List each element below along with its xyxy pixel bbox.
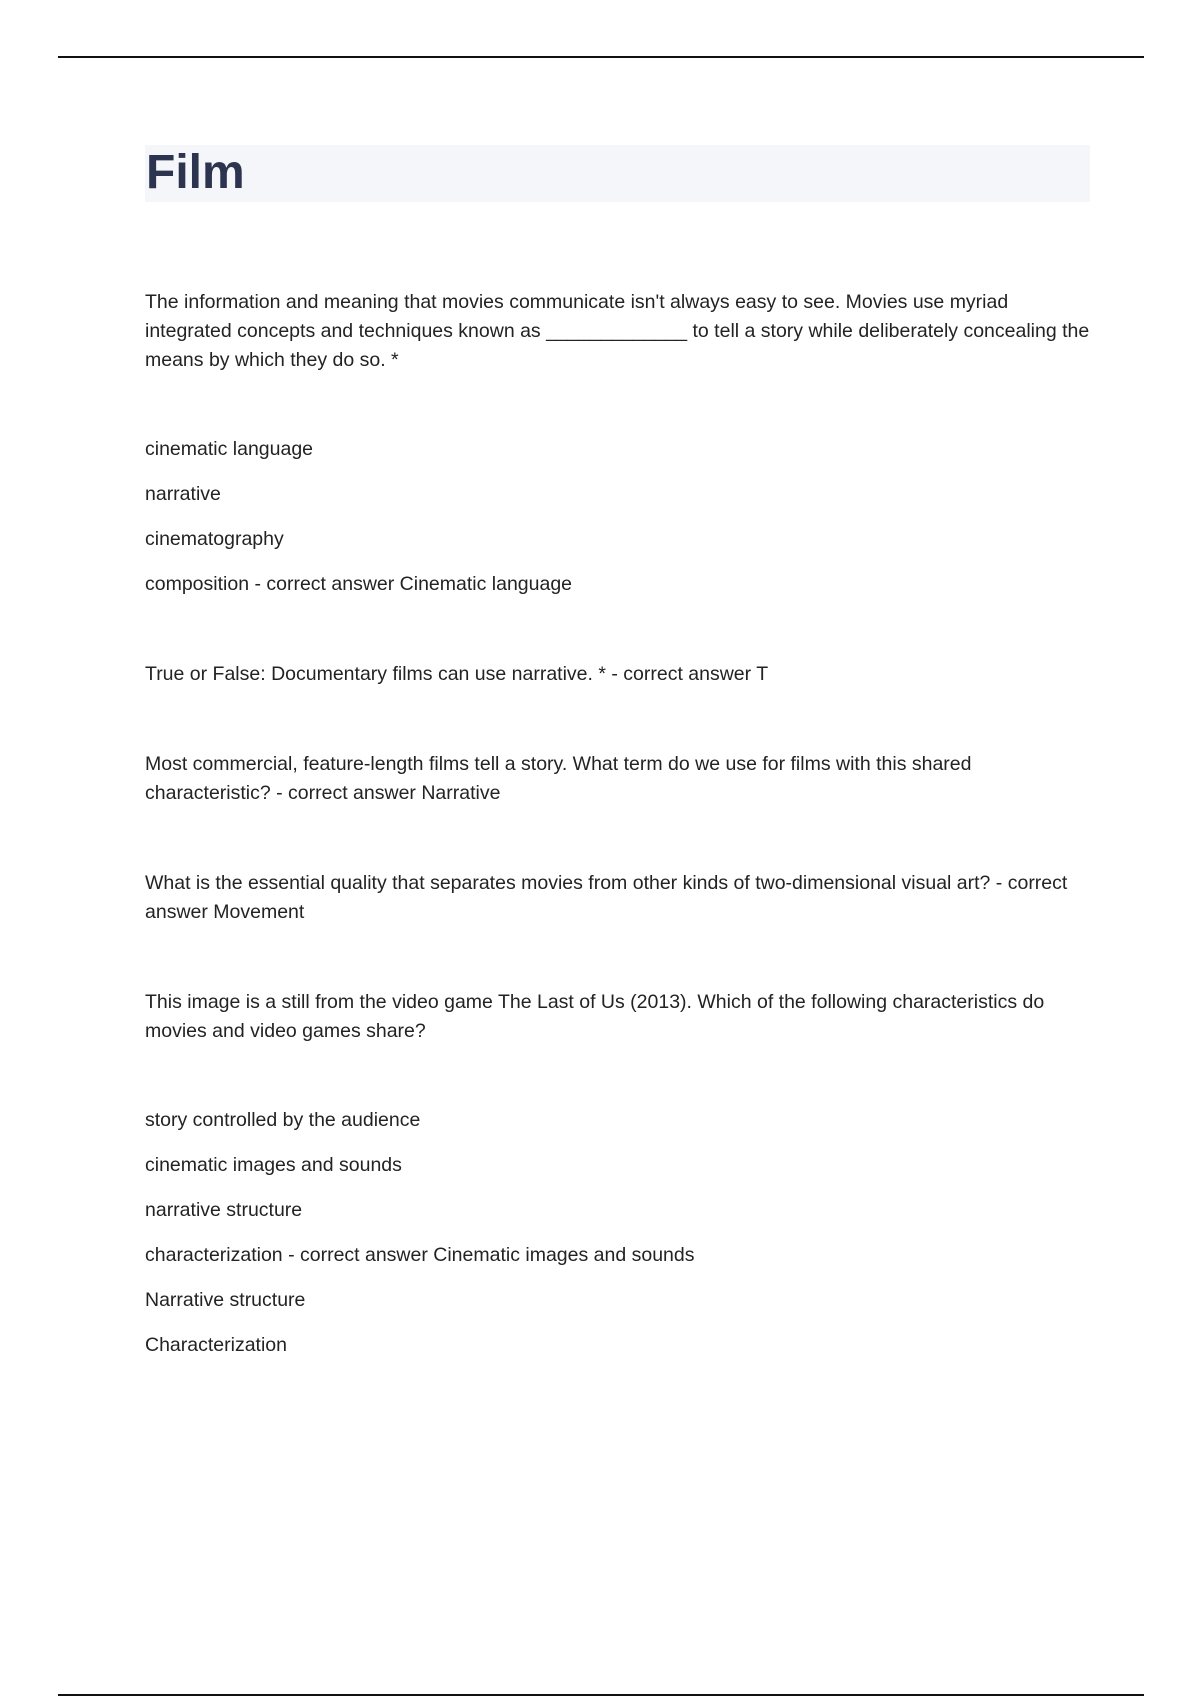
question-3-text: Most commercial, feature-length films tell a story. What term do we use for films with this shared characteristic? - correct answer Narrative [145,753,972,804]
question-5-option: Narrative structure [145,1289,306,1311]
question-1-option: narrative [145,483,221,505]
top-rule [58,56,1144,58]
question-1-option: cinematography [145,528,284,550]
title-band [145,145,1090,202]
question-2-text: True or False: Documentary films can use narrative. * - correct answer T [145,663,769,685]
question-5-option: Characterization [145,1334,287,1356]
question-1-options [145,435,1090,599]
question-5-option: cinematic images and sounds [145,1154,402,1176]
question-5-option: narrative structure [145,1199,303,1221]
page-title: Film [146,146,245,199]
question-5-options [145,1106,1090,1360]
bottom-rule [58,1694,1144,1696]
question-1-option: cinematic language [145,438,314,460]
question-5-option: characterization - correct answer Cinematic images and sounds [145,1244,695,1266]
question-5-option: story controlled by the audience [145,1109,421,1131]
question-1-text: The information and meaning that movies communicate isn't always easy to see. Movies use myriad integrated concepts and techniques known as _____________ to tell a story while deliberately concealing the means by which they do so. * [145,291,1090,371]
document-body [145,288,1090,1360]
question-4-text: What is the essential quality that separates movies from other kinds of two-dimensional visual art? - correct answer Movement [145,872,1068,923]
question-1-option: composition - correct answer Cinematic language [145,573,573,595]
question-5-text: This image is a still from the video game The Last of Us (2013). Which of the following characteristics do movies and video games share? [145,991,1045,1042]
